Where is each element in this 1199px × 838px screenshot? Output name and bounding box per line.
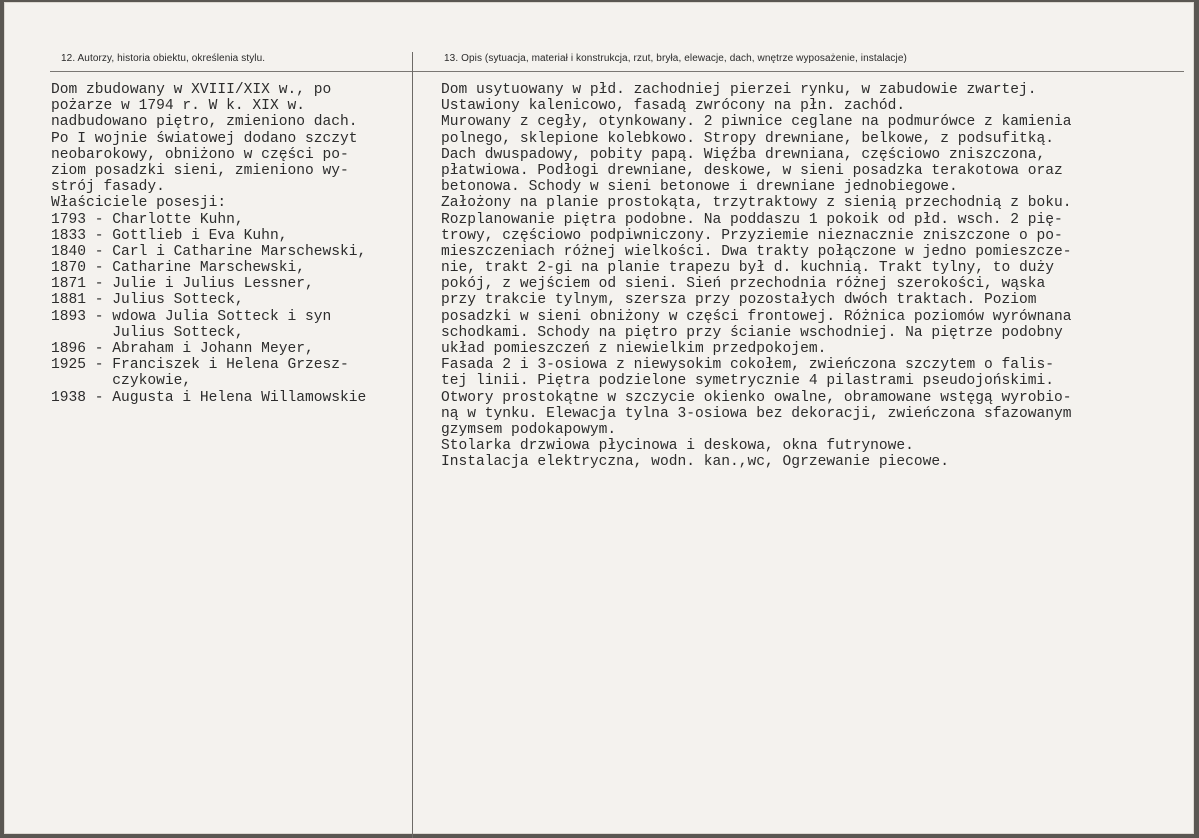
column-divider	[412, 52, 413, 838]
history-line: Julius Sotteck,	[51, 324, 244, 341]
description-line: układ pomieszczeń z niewielkim przedpokojem.	[441, 341, 827, 357]
section-12-heading: 12. Autorzy, historia obiektu, określenia stylu.	[61, 53, 266, 64]
description-line: przy trakcie tylnym, szersza przy pozostałych dwóch traktach. Poziom	[441, 292, 1037, 309]
description-line: Murowany z cegły, otynkowany. 2 piwnice ceglane na podmurówce z kamienia	[441, 114, 1072, 131]
history-line: ziom posadzki sieni, zmieniono wy-	[51, 162, 349, 179]
history-line: 1870 - Catharine Marschewski,	[51, 260, 305, 277]
history-line: 1840 - Carl i Catharine Marschewski,	[51, 243, 367, 260]
description-line: polnego, sklepione kolebkowo. Stropy drewniane, belkowe, z podsufitką.	[441, 130, 1055, 147]
description-line: Otwory prostokątne w szczycie okienko owalne, obramowane wstęgą wyrobio-	[441, 389, 1072, 406]
description-line: płatwiowa. Podłogi drewniane, deskowe, w sieni posadzka terakotowa oraz	[441, 162, 1063, 179]
description-line: posadzki w sieni obniżony w części frontowej. Różnica poziomów wyrównana	[441, 308, 1072, 325]
description-line: Dom usytuowany w płd. zachodniej pierzei rynku, w zabudowie zwartej.	[441, 82, 1037, 98]
description-line: mieszczeniach różnej wielkości. Dwa trakty połączone w jedno pomieszcze-	[441, 243, 1072, 260]
header-divider	[50, 71, 1184, 72]
description-line: Stolarka drzwiowa płycinowa i deskowa, okna futrynowe.	[441, 438, 914, 455]
description-line: Fasada 2 i 3-osiowa z niewysokim cokołem, zwieńczona szczytem o falis-	[441, 357, 1055, 374]
history-line: Właściciele posesji:	[51, 195, 227, 212]
history-line: 1793 - Charlotte Kuhn,	[51, 211, 244, 228]
description-line: Założony na planie prostokąta, trzytraktowy z sienią przechodnią z boku.	[441, 195, 1072, 212]
history-text	[51, 82, 411, 406]
description-line: Instalacja elektryczna, wodn. kan.,wc, Ogrzewanie piecowe.	[441, 454, 949, 471]
description-line: Dach dwuspadowy, pobity papą. Więźba drewniana, częściowo zniszczona,	[441, 146, 1046, 163]
history-line: neobarokowy, obniżono w części po-	[51, 146, 349, 163]
description-line: schodkami. Schody na piętro przy ścianie wschodniej. Na piętrze podobny	[441, 324, 1063, 341]
history-line: 1833 - Gottlieb i Eva Kuhn,	[51, 227, 288, 244]
description-line: nie, trakt 2-gi na planie trapezu był d. kuchnią. Trakt tylny, to duży	[441, 260, 1055, 277]
history-line: strój fasady.	[51, 179, 165, 196]
section-13-heading: 13. Opis (sytuacja, materiał i konstrukcja, rzut, bryła, elewacje, dach, wnętrze wyposażenie, instalacje)	[444, 53, 907, 64]
record-card	[4, 2, 1194, 834]
description-line: ną w tynku. Elewacja tylna 3-osiowa bez dekoracji, zwieńczona sfazowanym	[441, 405, 1072, 422]
description-line: Ustawiony kalenicowo, fasadą zwrócony na płn. zachód.	[441, 98, 906, 115]
description-line: pokój, z wejściem od sieni. Sień przechodnia różnej szerokości, wąska	[441, 276, 1046, 293]
description-line: betonowa. Schody w sieni betonowe i drewniane jednobiegowe.	[441, 179, 958, 196]
description-line: trowy, częściowo podpiwniczony. Przyziemie nieznacznie zniszczone o po-	[441, 227, 1063, 244]
history-line: czykowie,	[51, 373, 192, 390]
history-line: nadbudowano piętro, zmieniono dach.	[51, 114, 358, 131]
history-line: 1893 - wdowa Julia Sotteck i syn	[51, 308, 332, 325]
history-line: 1881 - Julius Sotteck,	[51, 292, 244, 309]
description-line: Rozplanowanie piętra podobne. Na poddaszu 1 pokoik od płd. wsch. 2 pię-	[441, 211, 1063, 228]
description-text	[441, 82, 1186, 471]
history-line: 1871 - Julie i Julius Lessner,	[51, 276, 314, 293]
description-line: gzymsem podokapowym.	[441, 421, 617, 438]
history-line: Po I wojnie światowej dodano szczyt	[51, 130, 358, 147]
history-line: pożarze w 1794 r. W k. XIX w.	[51, 98, 305, 115]
description-line: tej linii. Piętra podzielone symetrycznie 4 pilastrami pseudojońskimi.	[441, 373, 1055, 390]
history-line: 1938 - Augusta i Helena Willamowskie	[51, 389, 367, 406]
history-line: Dom zbudowany w XVIII/XIX w., po	[51, 82, 332, 98]
history-line: 1896 - Abraham i Johann Meyer,	[51, 341, 314, 357]
history-line: 1925 - Franciszek i Helena Grzesz-	[51, 357, 349, 374]
